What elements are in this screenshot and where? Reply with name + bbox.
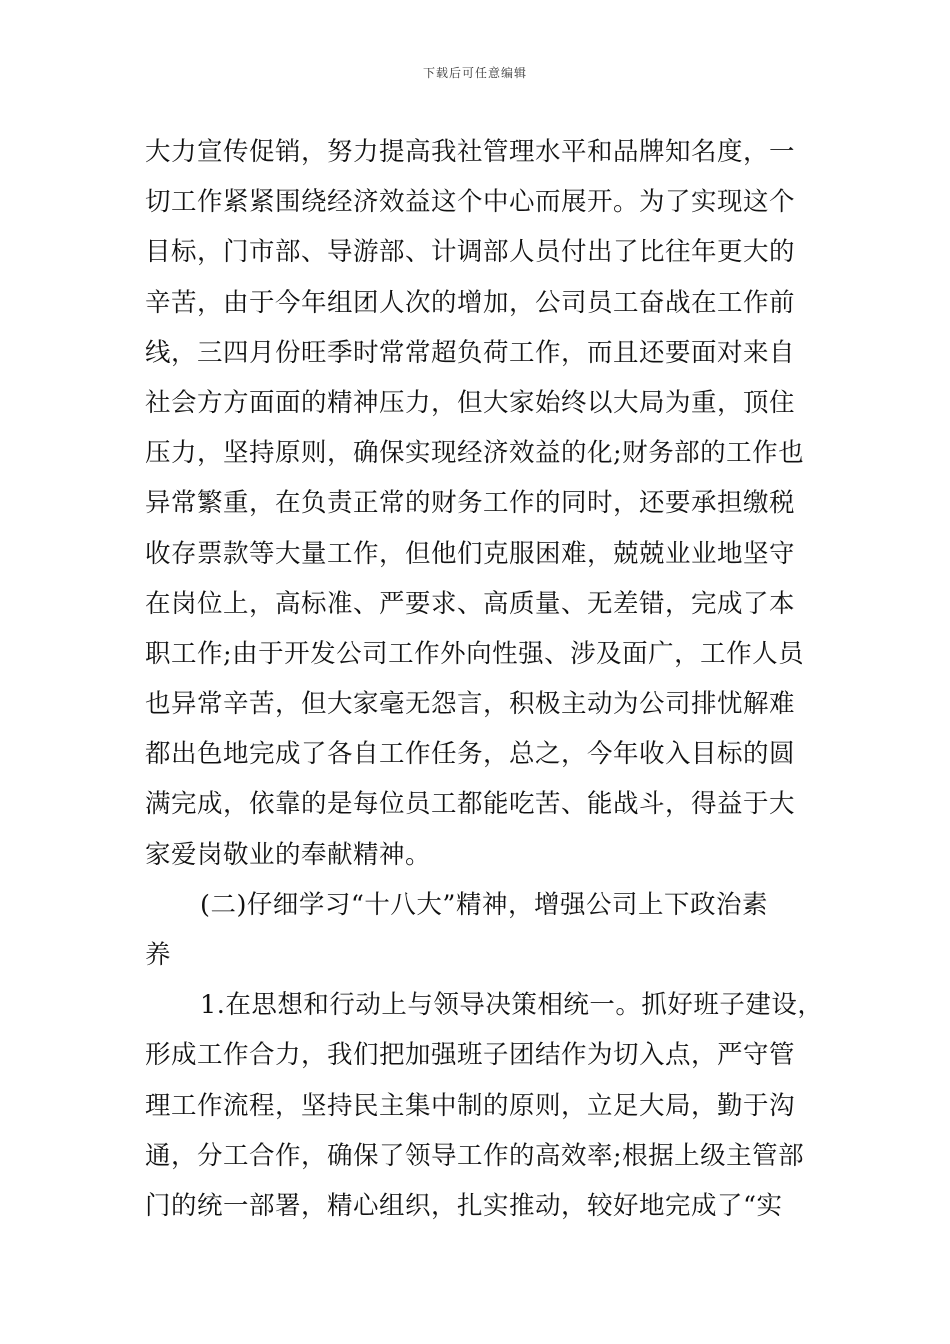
text-line: 目标，门市部、导游部、计调部人员付出了比往年更大的: [145, 237, 796, 268]
document-body: [145, 127, 824, 1231]
text-line: 大力宣传促销，努力提高我社管理水平和品牌知名度，一: [145, 137, 796, 167]
text-line: 都出色地完成了各自工作任务，总之，今年收入目标的圆: [145, 739, 796, 770]
text-line: 理工作流程，坚持民主集中制的原则，立足大局，勤于沟: [145, 1090, 796, 1121]
text-line: 辛苦，由于今年组团人次的增加，公司员工奋战在工作前: [145, 287, 796, 318]
section-heading-line: (二)仔细学习“十八大”精神，增强公司上下政治素: [200, 889, 768, 920]
text-line: 1.在思想和行动上与领导决策相统一。抓好班子建设，: [200, 990, 824, 1021]
text-line: 通，分工合作，确保了领导工作的高效率;根据上级主管部: [145, 1140, 805, 1171]
text-line: 线，三四月份旺季时常常超负荷工作，而且还要面对来自: [145, 337, 796, 368]
page-header: 下载后可任意编辑: [422, 66, 527, 80]
text-line: 在岗位上，高标准、严要求、高质量、无差错，完成了本: [145, 588, 796, 619]
text-line: 职工作;由于开发公司工作外向性强、涉及面广，工作人员: [145, 638, 805, 669]
text-line: 家爱岗敬业的奉献精神。: [145, 839, 432, 870]
text-line: 收存票款等大量工作，但他们克服困难，兢兢业业地坚守: [145, 538, 796, 569]
text-line: 满完成，依靠的是每位员工都能吃苦、能战斗，得益于大: [145, 789, 796, 820]
text-line: 门的统一部署，精心组织，扎实推动，较好地完成了“实: [145, 1190, 783, 1221]
text-line: 异常繁重，在负责正常的财务工作的同时，还要承担缴税: [145, 488, 796, 519]
text-line: 压力，坚持原则，确保实现经济效益的化;财务部的工作也: [145, 438, 805, 469]
text-line: 形成工作合力，我们把加强班子团结作为切入点，严守管: [145, 1040, 796, 1071]
section-heading-line: 养: [145, 940, 172, 970]
text-line: 也异常辛苦，但大家毫无怨言，积极主动为公司排忧解难: [145, 689, 796, 720]
text-line: 社会方方面面的精神压力，但大家始终以大局为重，顶住: [145, 387, 796, 418]
text-line: 切工作紧紧围绕经济效益这个中心而展开。为了实现这个: [145, 187, 796, 218]
